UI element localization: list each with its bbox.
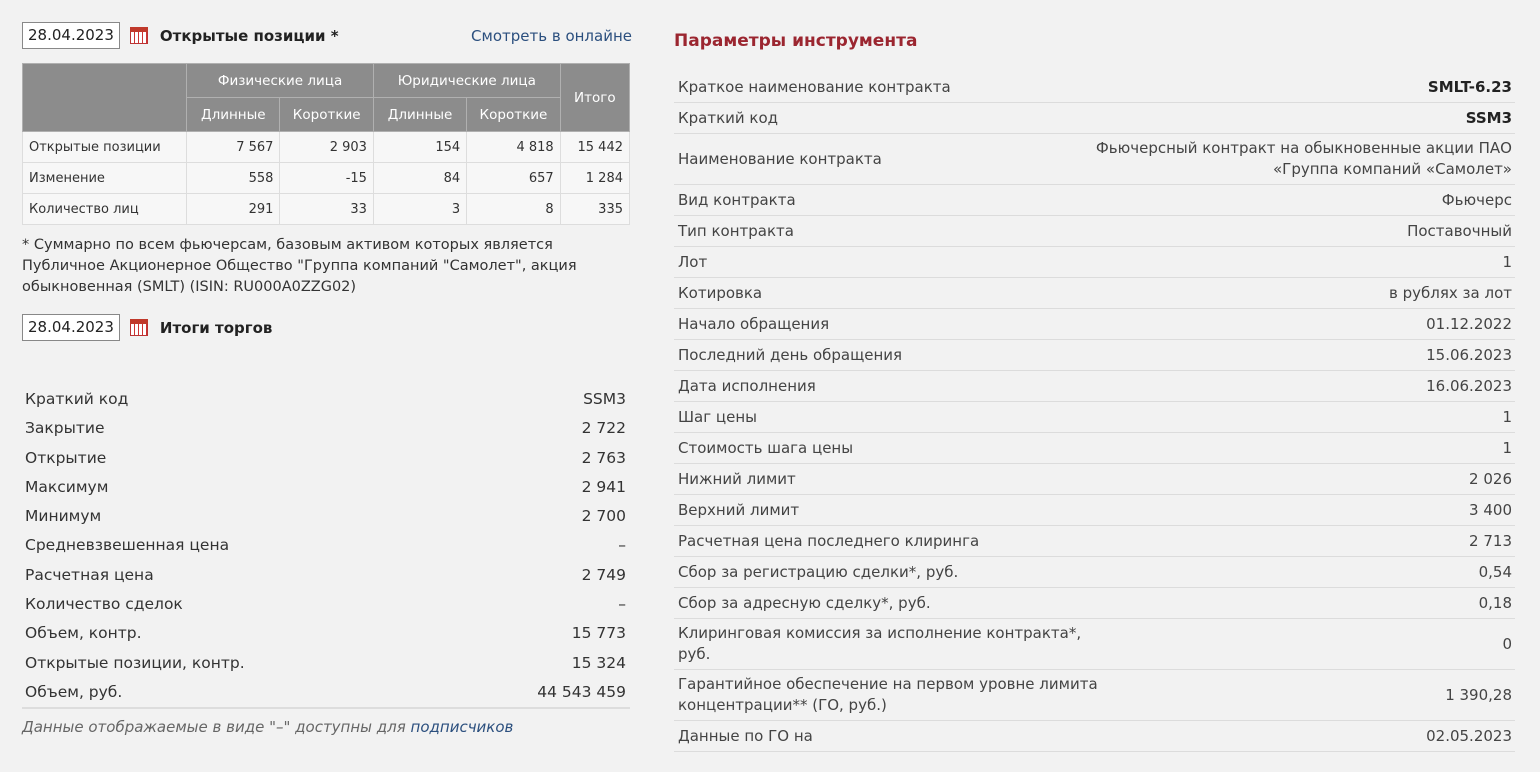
param-label: Начало обращения <box>678 314 830 333</box>
param-row <box>674 433 1515 464</box>
param-label: Расчетная цена последнего клиринга <box>678 531 980 550</box>
param-label: Гарантийное обеспечение на первом уровне лимита концентрации** (ГО, руб.) <box>678 675 1098 714</box>
results-header <box>22 314 632 341</box>
param-label: Нижний лимит <box>678 469 796 488</box>
cell: 33 <box>280 194 373 225</box>
param-row <box>674 557 1515 588</box>
param-value: Фьючерсный контракт на обыкновенные акции ПАО «Группа компаний «Самолет» <box>1095 139 1512 178</box>
param-value: 15.06.2023 <box>1426 345 1512 364</box>
param-label: Данные по ГО на <box>678 726 813 745</box>
param-label: Стоимость шага цены <box>678 438 854 457</box>
results-date-input[interactable]: 28.04.2023 <box>22 314 120 341</box>
positions-table <box>22 63 630 225</box>
item-value: 2 700 <box>581 507 626 526</box>
item-label: Открытие <box>25 448 107 467</box>
positions-date-input[interactable]: 28.04.2023 <box>22 22 120 49</box>
group-individuals: Физические лица <box>187 64 374 98</box>
row-label: Открытые позиции <box>23 132 187 163</box>
param-value: 1 390,28 <box>1445 685 1512 704</box>
param-row <box>674 216 1515 247</box>
cell: 558 <box>187 163 280 194</box>
results-list <box>22 385 630 709</box>
positions-note: * Суммарно по всем фьючерсам, базовым активом которых является Публичное Акционерное Общество "Группа компаний "Самолет", акция обыкновенная (SMLT) (ISIN: RU000A0ZZG02) <box>22 237 577 295</box>
cell: 3 <box>373 194 466 225</box>
item-value: 15 324 <box>571 653 626 672</box>
param-label: Верхний лимит <box>678 500 800 519</box>
param-row <box>674 588 1515 619</box>
cell: 7 567 <box>187 132 280 163</box>
calendar-icon[interactable] <box>130 27 148 44</box>
param-row <box>674 185 1515 216</box>
param-label: Сбор за адресную сделку*, руб. <box>678 593 931 612</box>
list-item <box>22 444 630 473</box>
param-row <box>674 464 1515 495</box>
param-value: 2 026 <box>1469 469 1512 488</box>
item-value: 44 543 459 <box>537 682 626 701</box>
param-value: 0,54 <box>1478 562 1512 581</box>
item-value: – <box>618 595 626 614</box>
param-value: Поставочный <box>1407 221 1512 240</box>
positions-title: Открытые позиции * <box>159 26 339 45</box>
list-item <box>22 649 630 678</box>
cell: -15 <box>280 163 373 194</box>
online-link[interactable]: Смотреть в онлайне <box>471 26 632 45</box>
param-label: Вид контракта <box>678 190 796 209</box>
list-item <box>22 414 630 443</box>
item-value: 2 722 <box>581 419 626 438</box>
param-row <box>674 526 1515 557</box>
footnote-text: Данные отображаемые в виде "–" доступны для <box>22 718 411 737</box>
item-value: 2 941 <box>581 477 626 496</box>
params-list <box>674 72 1515 752</box>
cell: 15 442 <box>560 132 629 163</box>
item-value: 2 763 <box>581 448 626 467</box>
params-title: Параметры инструмента <box>674 31 918 51</box>
right-column <box>674 27 1515 752</box>
param-value: 01.12.2022 <box>1426 314 1512 333</box>
param-value: Фьючерс <box>1441 190 1512 209</box>
list-item <box>22 619 630 648</box>
param-value: в рублях за лот <box>1389 283 1512 302</box>
param-row <box>674 340 1515 371</box>
results-title: Итоги торгов <box>159 318 273 337</box>
sub-header: Короткие <box>467 98 560 132</box>
cell: 4 818 <box>467 132 560 163</box>
param-row <box>674 103 1515 134</box>
cell: 335 <box>560 194 629 225</box>
param-row <box>674 371 1515 402</box>
item-value: 15 773 <box>571 624 626 643</box>
param-row <box>674 247 1515 278</box>
group-legal: Юридические лица <box>373 64 560 98</box>
param-row <box>674 495 1515 526</box>
cell: 2 903 <box>280 132 373 163</box>
list-item <box>22 473 630 502</box>
sub-header: Короткие <box>280 98 373 132</box>
list-item <box>22 385 630 414</box>
list-item <box>22 590 630 619</box>
param-row <box>674 278 1515 309</box>
item-label: Расчетная цена <box>25 565 154 584</box>
param-label: Сбор за регистрацию сделки*, руб. <box>678 562 959 581</box>
sub-header: Длинные <box>187 98 280 132</box>
param-value: SMLT-6.23 <box>1427 77 1512 96</box>
item-label: Объем, руб. <box>25 682 123 701</box>
cell: 154 <box>373 132 466 163</box>
empty-header <box>23 64 187 132</box>
row-label: Количество лиц <box>23 194 187 225</box>
param-label: Шаг цены <box>678 407 757 426</box>
item-label: Открытые позиции, контр. <box>25 653 245 672</box>
param-label: Тип контракта <box>678 221 794 240</box>
list-item <box>22 678 630 709</box>
item-label: Краткий код <box>25 390 129 408</box>
list-item <box>22 502 630 531</box>
param-row <box>674 72 1515 103</box>
calendar-icon[interactable] <box>130 319 148 336</box>
param-value: SSM3 <box>1465 108 1512 127</box>
param-row <box>674 670 1515 721</box>
list-item <box>22 561 630 590</box>
table-row <box>23 132 630 163</box>
cell: 84 <box>373 163 466 194</box>
param-value: 3 400 <box>1469 500 1512 519</box>
param-row <box>674 721 1515 752</box>
left-column <box>22 22 632 736</box>
item-label: Максимум <box>25 477 109 496</box>
param-row <box>674 309 1515 340</box>
param-label: Дата исполнения <box>678 376 816 395</box>
param-row <box>674 402 1515 433</box>
param-label: Последний день обращения <box>678 345 903 364</box>
param-value: 1 <box>1502 407 1512 426</box>
param-label: Котировка <box>678 283 763 302</box>
param-label: Клиринговая комиссия за исполнение контракта*, руб. <box>678 624 1082 663</box>
list-item <box>22 531 630 560</box>
param-label: Наименование контракта <box>678 149 882 168</box>
param-label: Краткий код <box>678 108 779 127</box>
param-label: Краткое наименование контракта <box>678 77 951 96</box>
footnote <box>22 718 632 736</box>
table-row <box>23 163 630 194</box>
cell: 1 284 <box>560 163 629 194</box>
item-label: Объем, контр. <box>25 624 142 643</box>
subscribers-link[interactable]: подписчиков <box>410 718 514 737</box>
param-label: Лот <box>678 252 708 271</box>
cell: 291 <box>187 194 280 225</box>
param-row <box>674 619 1515 670</box>
item-label: Средневзвешенная цена <box>25 536 230 555</box>
param-value: 1 <box>1502 252 1512 271</box>
param-value: 0 <box>1502 634 1512 653</box>
cell: 657 <box>467 163 560 194</box>
table-row <box>23 194 630 225</box>
cell: 8 <box>467 194 560 225</box>
item-value: 2 749 <box>581 565 626 584</box>
item-label: Закрытие <box>25 419 105 438</box>
param-value: 16.06.2023 <box>1426 376 1512 395</box>
item-label: Минимум <box>25 507 102 526</box>
total-header: Итого <box>560 64 629 132</box>
item-label: Количество сделок <box>25 595 183 614</box>
param-row <box>674 134 1515 185</box>
row-label: Изменение <box>23 163 187 194</box>
sub-header: Длинные <box>373 98 466 132</box>
param-value: 0,18 <box>1478 593 1512 612</box>
item-value: – <box>618 536 626 555</box>
item-value: SSM3 <box>583 390 626 408</box>
param-value: 2 713 <box>1469 531 1512 550</box>
param-value: 1 <box>1502 438 1512 457</box>
positions-header <box>22 22 632 49</box>
param-value: 02.05.2023 <box>1426 726 1512 745</box>
